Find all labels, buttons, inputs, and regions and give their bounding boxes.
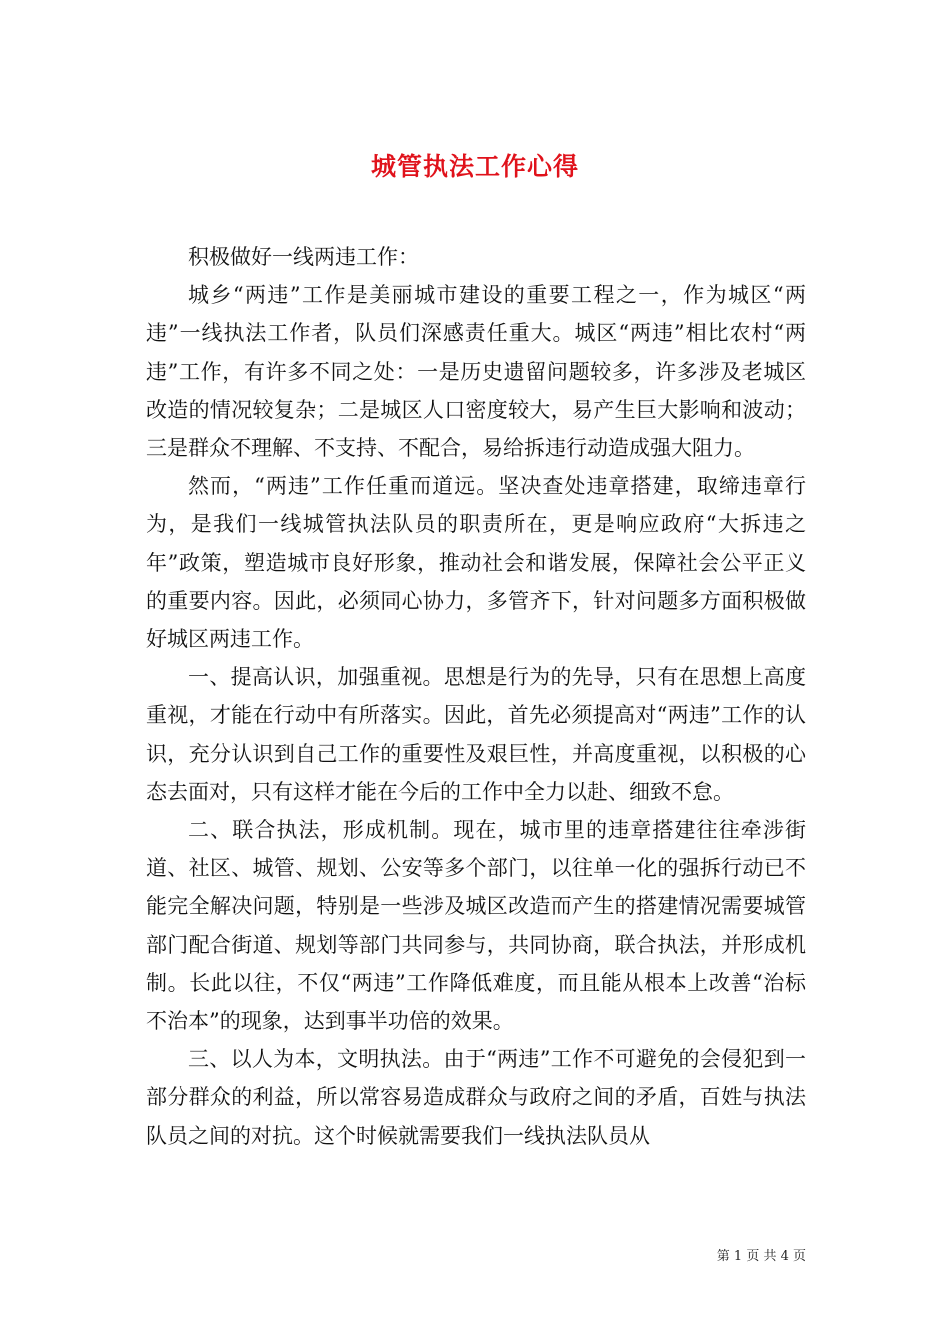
document-title: 城管执法工作心得 — [370, 151, 579, 181]
document-body — [146, 238, 806, 1155]
page-number-footer: 第 1 页 共 4 页 — [716, 1249, 806, 1264]
paragraph-point-two: 二、联合执法，形成机制。现在，城市里的违章搭建往往牵涉街道、社区、城管、规划、公安等多个部门，以往单一化的强拆行动已不能完全解决问题，特别是一些涉及城区改造而产生的搭建情况需要城管部门配合街道、规划等部门共同参与，共同协商，联合执法，并形成机制。长此以往，不仅“两违”工作降低难度，而且能从根本上改善“治标不治本”的现象，达到事半功倍的效果。 — [146, 818, 806, 1034]
paragraph-responsibility: 然而，“两违”工作任重而道远。坚决查处违章搭建，取缔违章行为，是我们一线城管执法队员的职责所在，更是响应政府“大拆违之年”政策，塑造城市良好形象，推动社会和谐发展，保障社会公平正义的重要内容。因此，必须同心协力，多管齐下，针对问题多方面积极做好城区两违工作。 — [146, 474, 806, 652]
paragraph-point-one: 一、提高认识，加强重视。思想是行为的先导，只有在思想上高度重视，才能在行动中有所落实。因此，首先必须提高对“两违”工作的认识，充分认识到自己工作的重要性及艰巨性，并高度重视，以积极的心态去面对，只有这样才能在今后的工作中全力以赴、细致不怠。 — [146, 665, 806, 804]
paragraph-point-three: 三、以人为本，文明执法。由于“两违”工作不可避免的会侵犯到一部分群众的利益，所以常容易造成群众与政府之间的矛盾，百姓与执法队员之间的对抗。这个时候就需要我们一线执法队员从 — [146, 1047, 806, 1148]
paragraph-intro: 积极做好一线两违工作： — [188, 245, 419, 269]
paragraph-background: 城乡“两违”工作是美丽城市建设的重要工程之一，作为城区“两违”一线执法工作者，队员们深感责任重大。城区“两违”相比农村“两违”工作，有许多不同之处：一是历史遗留问题较多，许多涉及老城区改造的情况较复杂；二是城区人口密度较大，易产生巨大影响和波动；三是群众不理解、不支持、不配合，易给拆违行动造成强大阻力。 — [146, 283, 806, 461]
